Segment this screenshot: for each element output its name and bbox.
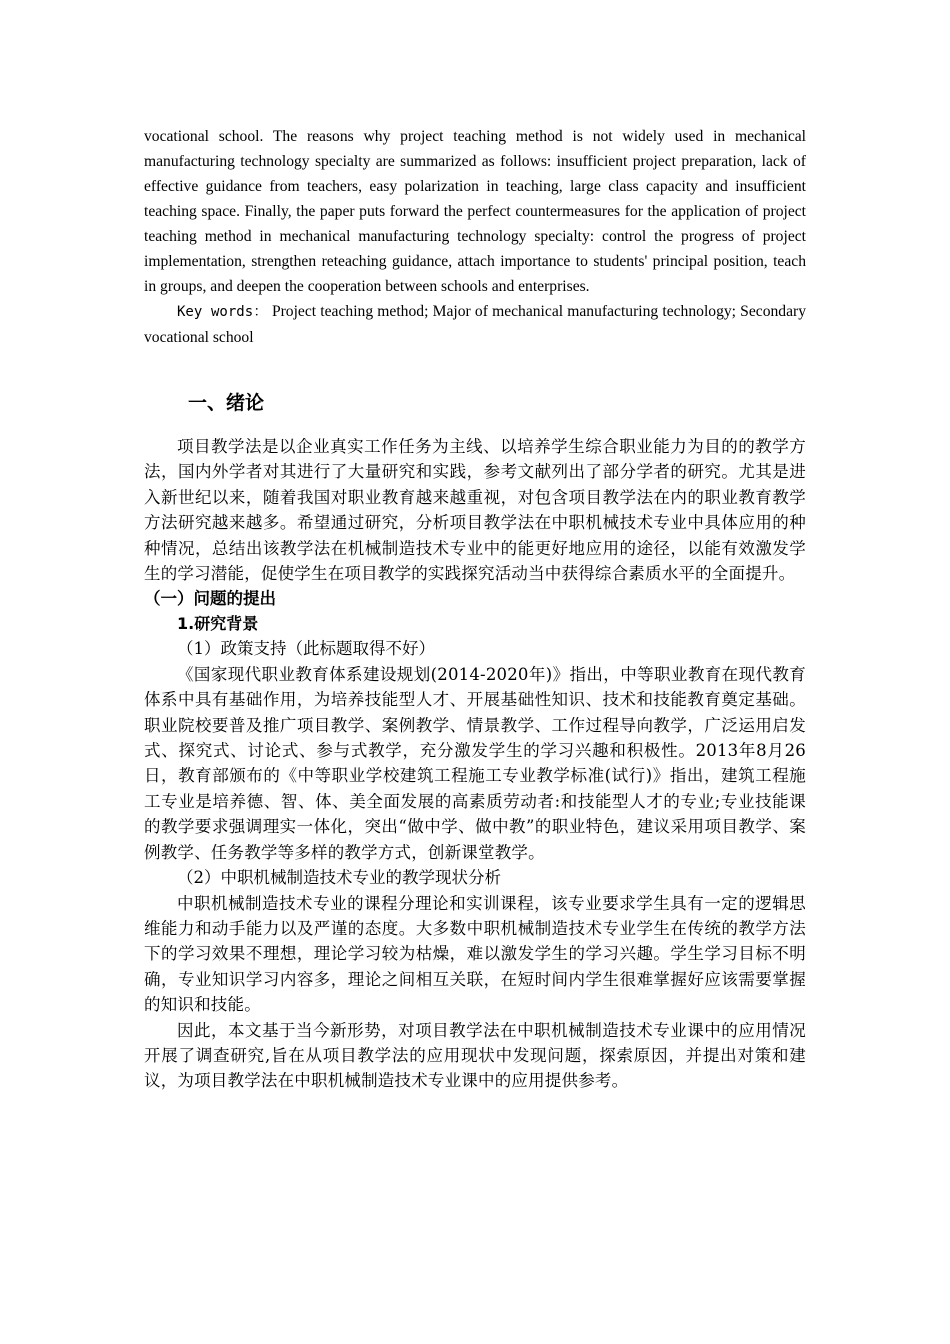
document-page [144,124,806,1094]
conclusion-paragraph: 因此，本文基于当今新形势，对项目教学法在中职机械制造技术专业课中的应用情况开展了调查研究,旨在从项目教学法的应用现状中发现问题，探索原因，并提出对策和建议，为项目教学法在中职机械制造技术专业课中的应用提供参考。 [144,1020,806,1091]
policy-paragraph: 《国家现代职业教育体系建设规划(2014-2020年)》指出，中等职业教育在现代教育体系中具有基础作用，为培养技能型人才、开展基础性知识、技术和技能教育奠定基础。职业院校要普及推广项目教学、案例教学、情景教学、工作过程导向教学，广泛运用启发式、探究式、讨论式、参与式教学，充分激发学生的学习兴趣和积极性。2013年8月26日，教育部颁布的《中等职业学校建筑工程施工专业教学标准(试行)》指出，建筑工程施工专业是培养德、智、体、美全面发展的高素质劳动者:和技能型人才的专业;专业技能课的教学要求强调理实一体化，突出“做中学、做中教”的职业特色，建议采用项目教学、案例教学、任务教学等多样的教学方式，创新课堂教学。 [144,664,806,862]
teaching-status-heading: （2）中职机械制造技术专业的教学现状分析 [177,868,501,888]
keywords-text: Project teaching method; Major of mechanical manufacturing technology; Secondary vocational school [144,303,807,346]
keywords-label: Key words： [177,304,268,320]
section-title-introduction: 一、绪论 [188,392,265,414]
intro-paragraph: 项目教学法是以企业真实工作任务为主线、以培养学生综合职业能力为目的的教学方法，国内外学者对其进行了大量研究和实践，参考文献列出了部分学者的研究。尤其是进入新世纪以来，随着我国对职业教育越来越重视，对包含项目教学法在内的职业教育教学方法研究越来越多。希望通过研究，分析项目教学法在中职机械技术专业中具体应用的种种情况，总结出该教学法在机械制造技术专业中的能更好地应用的途径，以能有效激发学生的学习潜能，促使学生在项目教学的实践探究活动当中获得综合素质水平的全面提升。 [144,437,806,584]
teaching-status-paragraph: 中职机械制造技术专业的课程分理论和实训课程，该专业要求学生具有一定的逻辑思维能力和动手能力以及严谨的态度。大多数中职机械制造技术专业学生在传统的教学方法下的学习效果不理想，理论学习较为枯燥，难以激发学生的学习兴趣。学生学习目标不明确，专业知识学习内容多，理论之间相互关联，在短时间内学生很难掌握好应该需要掌握的知识和技能。 [144,893,806,1015]
abstract-english-continuation: vocational school. The reasons why project teaching method is not widely used in mechanical manufacturing technology specialty are summarized as follows: insufficient project preparation, lack of effective guidance from teachers, easy polarization in teaching, large class capacity and insufficient teaching space. Finally, the paper puts forward the perfect countermeasures for the application of project teaching method in mechanical manufacturing technology specialty: control the progress of project implementation, strengthen reteaching guidance, attach importance to students' principal position, teach in groups, and deepen the cooperation between schools and enterprises. [144,128,806,295]
keywords-paragraph [144,299,806,350]
subsubsection-title-background: 1.研究背景 [177,614,259,634]
policy-heading: （1）政策支持（此标题取得不好） [177,639,435,659]
subsection-title-problem: （一）问题的提出 [144,589,276,609]
